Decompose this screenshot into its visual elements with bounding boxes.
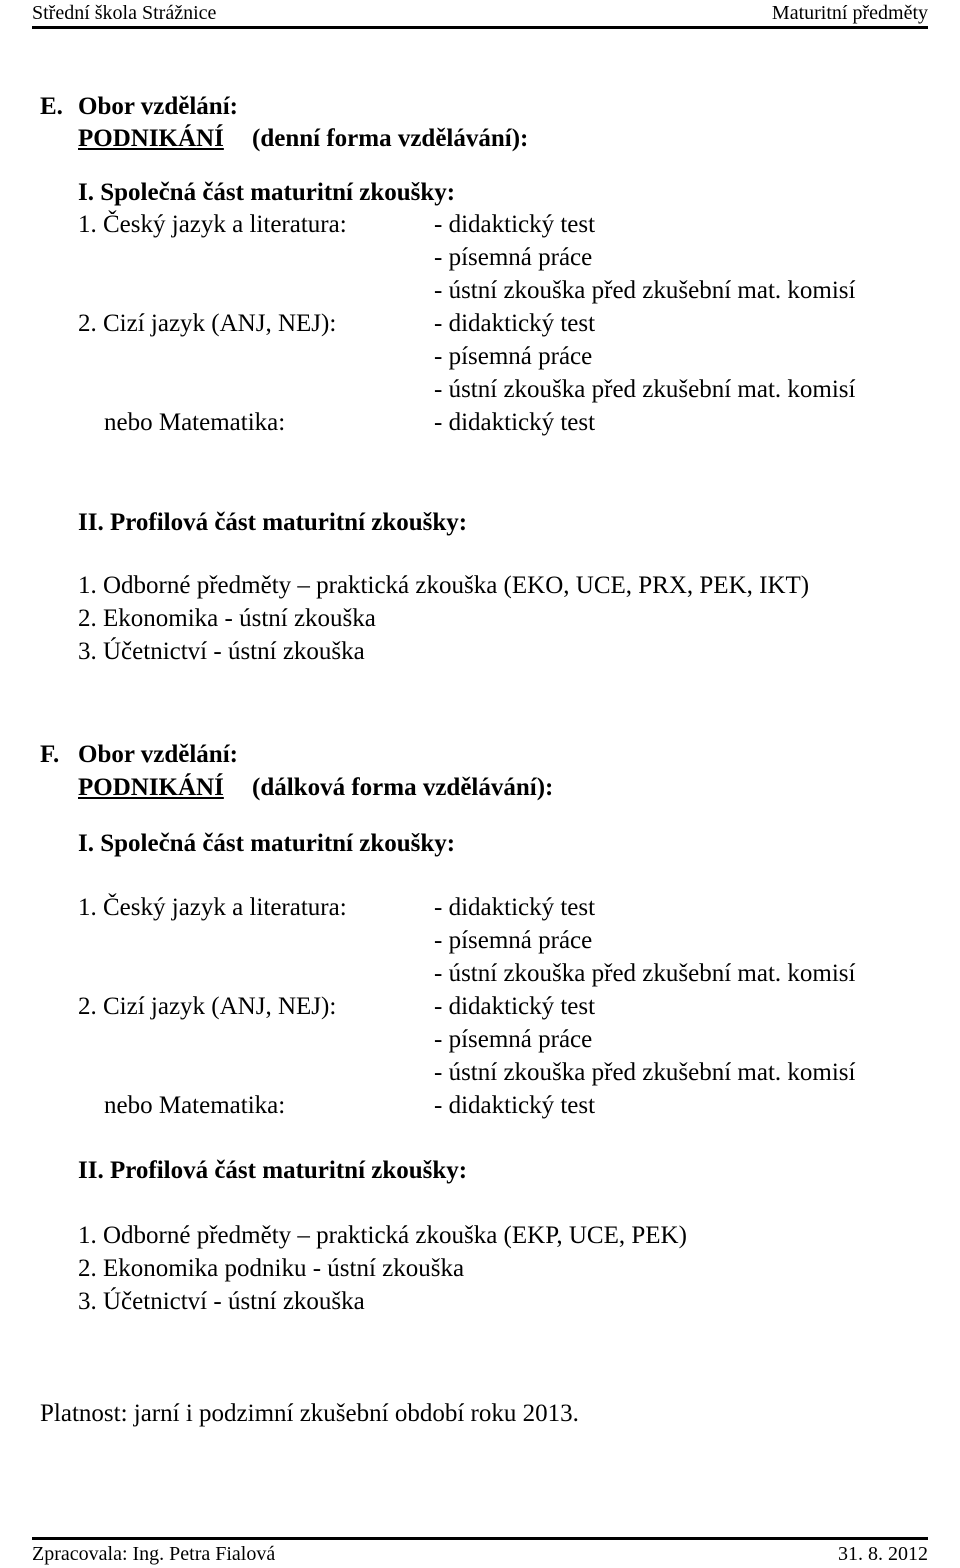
section-e-foreign-exam-1: - didaktický test [434,310,596,337]
section-e-subject-math: nebo Matematika: [104,409,286,436]
section-e-common-heading: I. Společná část maturitní zkoušky: [78,179,456,206]
section-e-profile-item-2: 2. Ekonomika - ústní zkouška [78,605,376,632]
section-f-profile-item-1: 1. Odborné předměty – praktická zkouška (EKP, UCE, PEK) [78,1222,687,1249]
section-f-czech-exam-2: - písemná práce [434,927,593,954]
section-f-math-exam-1: - didaktický test [434,1092,596,1119]
section-f-form: (dálková forma vzdělávání): [252,774,554,801]
section-e-foreign-exam-3: - ústní zkouška před zkušební mat. komisí [434,376,856,403]
section-e-foreign-exam-2: - písemná práce [434,343,593,370]
section-e-czech-exam-3: - ústní zkouška před zkušební mat. komisí [434,277,856,304]
section-f-subject-math: nebo Matematika: [104,1092,286,1119]
section-e-heading: Obor vzdělání: [78,93,238,120]
section-e-math-exam-1: - didaktický test [434,409,596,436]
date: 31. 8. 2012 [838,1543,928,1565]
section-f-foreign-exam-1: - didaktický test [434,993,596,1020]
section-e-subject-czech: 1. Český jazyk a literatura: [78,211,347,238]
validity-note: Platnost: jarní i podzimní zkušební období roku 2013. [40,1400,579,1427]
author: Zpracovala: Ing. Petra Fialová [32,1543,276,1565]
section-e-profile-item-3: 3. Účetnictví - ústní zkouška [78,638,365,665]
section-e-czech-exam-1: - didaktický test [434,211,596,238]
school-name: Střední škola Strážnice [32,2,217,24]
section-e-profile-item-1: 1. Odborné předměty – praktická zkouška (EKO, UCE, PRX, PEK, IKT) [78,572,810,599]
section-f-profile-item-2: 2. Ekonomika podniku - ústní zkouška [78,1255,465,1282]
document-title: Maturitní předměty [771,2,928,24]
section-f-subject-czech: 1. Český jazyk a literatura: [78,894,347,921]
section-f-czech-exam-3: - ústní zkouška před zkušební mat. komisí [434,960,856,987]
section-e-czech-exam-2: - písemná práce [434,244,593,271]
section-e-program: PODNIKÁNÍ [78,125,224,152]
section-f-program: PODNIKÁNÍ [78,774,224,801]
section-f-czech-exam-1: - didaktický test [434,894,596,921]
page-header [32,0,928,29]
section-f-common-heading: I. Společná část maturitní zkoušky: [78,830,456,857]
section-f-foreign-exam-3: - ústní zkouška před zkušební mat. komisí [434,1059,856,1086]
section-e-subject-foreign: 2. Cizí jazyk (ANJ, NEJ): [78,310,337,337]
section-f-foreign-exam-2: - písemná práce [434,1026,593,1053]
section-f-subject-foreign: 2. Cizí jazyk (ANJ, NEJ): [78,993,337,1020]
section-e-form: (denní forma vzdělávání): [252,125,529,152]
section-f-letter: F. [40,741,60,768]
section-f-profile-heading: II. Profilová část maturitní zkoušky: [78,1157,468,1184]
section-e-letter: E. [40,93,63,120]
page-footer [32,1537,928,1566]
section-f-profile-item-3: 3. Účetnictví - ústní zkouška [78,1288,365,1315]
section-e-profile-heading: II. Profilová část maturitní zkoušky: [78,509,468,536]
section-f-heading: Obor vzdělání: [78,741,238,768]
